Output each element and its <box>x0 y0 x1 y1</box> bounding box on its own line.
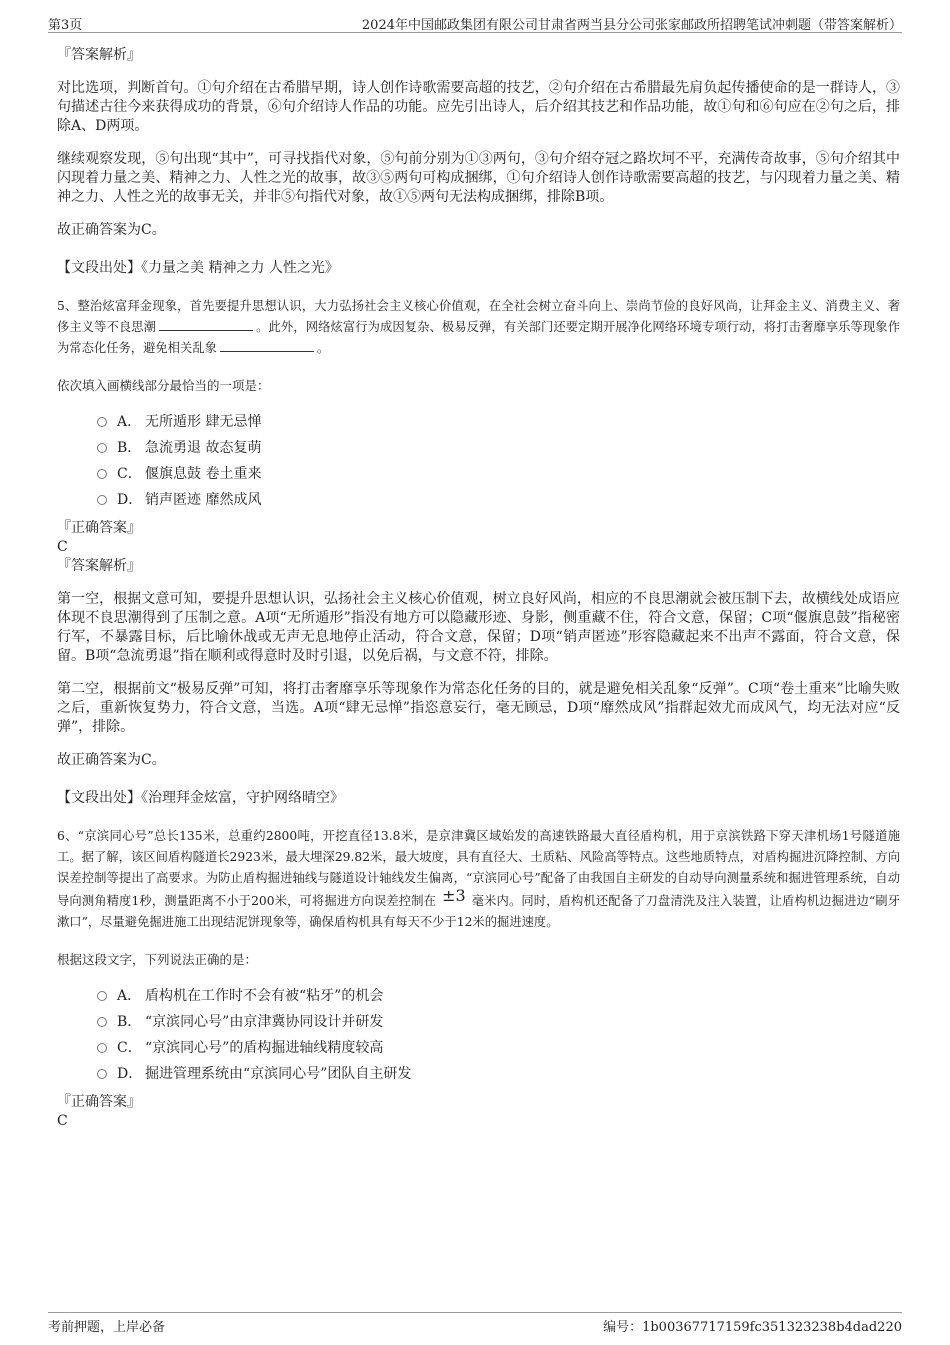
q5-correct-label: 『正确答案』 <box>57 520 141 536</box>
q6-option-a[interactable]: A． 盾构机在工作时不会有被“粘牙”的机会 <box>97 983 900 1009</box>
q5-instruction: 依次填入画横线部分最恰当的一项是： <box>57 378 270 393</box>
q4-analysis-p1: 对比选项，判断首句。①句介绍在古希腊早期，诗人创作诗歌需要高超的技艺，②句介绍在古希腊最先肩负起传播使命的是一群诗人，③句描述古往今来获得成功的背景，⑥句介绍诗人作品的功能。应先引出诗人，后介绍其技艺和作品功能，故①句和⑥句应在②句之后，排除A、D两项。 <box>57 80 900 134</box>
q5-stem-part-a: 5、整治炫富拜金现象，首先要提升思想认识，大力弘扬社会主义核心价值观，在全社会树立奋斗向上、崇尚节俭的良好风尚，让拜金主义、消费主义、奢侈主义等不良思潮 <box>57 299 900 334</box>
footer-slogan: 考前押题，上岸必备 <box>48 1320 166 1335</box>
q5-analysis-label: 『答案解析』 <box>57 558 141 574</box>
q4-analysis-p3: 故正确答案为C。 <box>57 222 166 238</box>
q4-source: 【文段出处】《力量之美 精神之力 人性之光》 <box>57 260 339 276</box>
q6-correct-label: 『正确答案』 <box>57 1094 141 1110</box>
q6-stem-part-b: 毫米内。同时，盾构机还配备了刀盘清洗及注入装置，让盾构机边掘进边“刷牙漱口”，尽量避免掘进施工出现结泥饼现象等，确保盾构机具有每天不少于12米的掘进速度。 <box>57 894 900 929</box>
q6-plus-minus: ±3 <box>442 886 466 905</box>
page-content <box>57 45 900 1130</box>
document-code: 编号：1b00367717159fc351323238b4dad220 <box>603 1320 902 1335</box>
radio-icon[interactable] <box>97 1017 107 1027</box>
q6-stem <box>57 826 900 933</box>
q6-stem-part-a: 6、“京滨同心号”总长135米，总重约2800吨，开挖直径13.8米，是京津冀区域始发的高速铁路最大直径盾构机，用于京滨铁路下穿天津机场1号隧道施工。据了解，该区间盾构隧道长2923米，最大埋深29.82米，最大坡度，具有直径大、土质粘、风险高等特点。这些地质特点，对盾构掘进沉降控制、方向误差控制等提出了高要求。为防止盾构掘进轴线与隧道设计轴线发生偏离，“京滨同心号”配备了由我国自主研发的自动导向测量系统和掘进管理系统，自动导向测角精度1秒，测量距离不小于200米，可将掘进方向误差控制在 <box>57 829 900 908</box>
q5-option-a[interactable]: A． 无所遁形 肆无忌惮 <box>97 409 900 435</box>
q4-analysis-label: 『答案解析』 <box>57 47 141 63</box>
page-footer <box>48 1312 902 1337</box>
q5-blank-1 <box>159 318 253 331</box>
q6-options <box>97 983 900 1087</box>
q5-option-c[interactable]: C． 偃旗息鼓 卷土重来 <box>97 461 900 487</box>
q6-option-c[interactable]: C． “京滨同心号”的盾构掘进轴线精度较高 <box>97 1035 900 1061</box>
q5-stem-part-c: 。 <box>316 341 330 355</box>
q5-stem-part-b: 。此外，网络炫富行为成因复杂、极易反弹，有关部门还要定期开展净化网络环境专项行动，将打击奢靡享乐等现象作为常态化任务，避免相关乱象 <box>57 320 900 355</box>
q6-option-b[interactable]: B． “京滨同心号”由京津冀协同设计并研发 <box>97 1009 900 1035</box>
q5-stem <box>57 296 900 359</box>
q6-correct-answer: C <box>57 1113 68 1129</box>
q5-options <box>97 409 900 513</box>
radio-icon[interactable] <box>97 991 107 1001</box>
radio-icon[interactable] <box>97 1069 107 1079</box>
q5-correct-answer: C <box>57 539 68 555</box>
radio-icon[interactable] <box>97 1043 107 1053</box>
q5-option-b[interactable]: B． 急流勇退 故态复萌 <box>97 435 900 461</box>
q6-option-d[interactable]: D． 掘进管理系统由“京滨同心号”团队自主研发 <box>97 1061 900 1087</box>
q5-option-d[interactable]: D． 销声匿迹 靡然成风 <box>97 487 900 513</box>
radio-icon[interactable] <box>97 495 107 505</box>
document-title: 2024年中国邮政集团有限公司甘肃省两当县分公司张家邮政所招聘笔试冲刺题（带答案解析） <box>361 18 902 33</box>
q5-analysis-p3: 故正确答案为C。 <box>57 752 166 768</box>
q4-analysis-p2: 继续观察发现，⑤句出现“其中”，可寻找指代对象，⑤句前分别为①③两句，③句介绍夺冠之路坎坷不平，充满传奇故事，⑤句介绍其中闪现着力量之美、精神之力、人性之光的故事，故③⑤两句可构成捆绑，①句介绍诗人创作诗歌需要高超的技艺，与闪现着力量之美、精神之力、人性之光的故事无关，并非⑤句指代对象，故①⑤两句无法构成捆绑，排除B项。 <box>57 151 900 205</box>
q6-instruction: 根据这段文字，下列说法正确的是： <box>57 952 258 967</box>
q5-source: 【文段出处】《治理拜金炫富，守护网络晴空》 <box>57 790 344 806</box>
q5-analysis-p2: 第二空，根据前文“极易反弹”可知，将打击奢靡享乐等现象作为常态化任务的目的，就是避免相关乱象“反弹”。C项“卷土重来”比喻失败之后，重新恢复势力，符合文意，当选。A项“肆无忌惮”指恣意妄行，毫无顾忌，D项“靡然成风”指群起效尤而成风气，均无法对应“反弹”，排除。 <box>57 681 900 735</box>
q5-blank-2 <box>220 339 314 352</box>
radio-icon[interactable] <box>97 443 107 453</box>
q5-analysis-p1: 第一空，根据文意可知，要提升思想认识，弘扬社会主义核心价值观，树立良好风尚，相应的不良思潮就会被压制下去，故横线处成语应体现不良思潮得到了压制之意。A项“无所遁形”指没有地方可以隐藏形迹、身影，侧重藏不住，符合文意，保留；C项“偃旗息鼓”指秘密行军，不暴露目标，后比喻休战或无声无息地停止活动，符合文意，保留；D项“销声匿迹”形容隐藏起来不出声不露面，符合文意，保留。B项“急流勇退”指在顺利或得意时及时引退，以免后祸，与文意不符，排除。 <box>57 591 900 664</box>
page-number: 第3页 <box>48 18 83 33</box>
radio-icon[interactable] <box>97 417 107 427</box>
radio-icon[interactable] <box>97 469 107 479</box>
page-header <box>48 12 902 33</box>
